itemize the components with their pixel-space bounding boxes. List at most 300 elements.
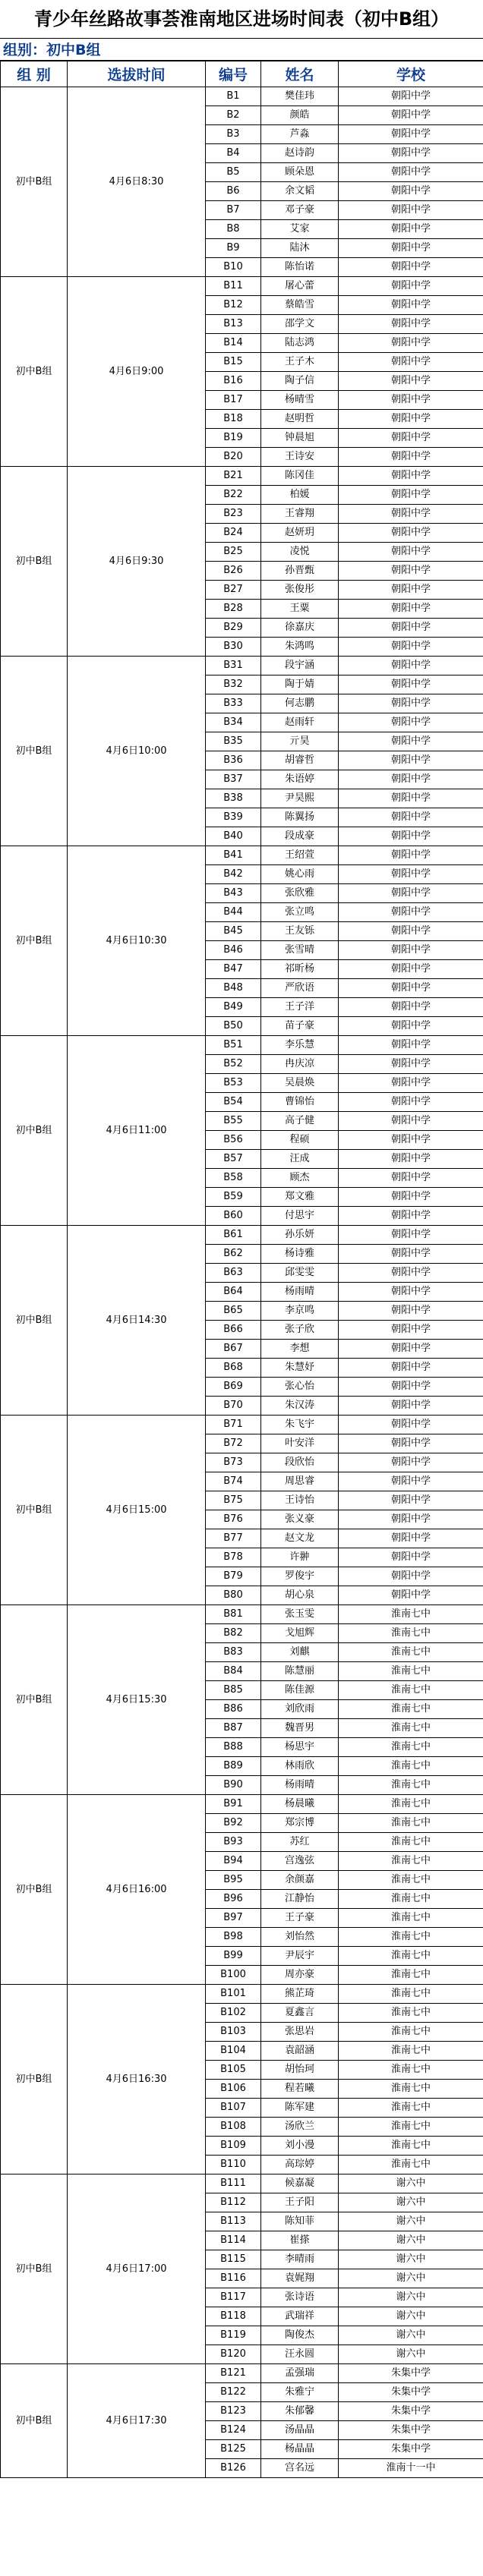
- number-cell: B20: [206, 448, 261, 467]
- name-cell: 王子木: [261, 353, 339, 372]
- name-cell: 汪成: [261, 1150, 339, 1169]
- number-cell: B89: [206, 1757, 261, 1776]
- name-cell: 宫逸弦: [261, 1852, 339, 1871]
- number-cell: B23: [206, 505, 261, 524]
- school-cell: 朝阳中学: [339, 1529, 483, 1548]
- school-cell: 朝阳中学: [339, 315, 483, 334]
- school-cell: 朝阳中学: [339, 1226, 483, 1245]
- school-cell: 谢六中: [339, 2307, 483, 2326]
- name-cell: 汤晶晶: [261, 2421, 339, 2440]
- time-cell: 4月6日16:00: [68, 1795, 206, 1985]
- number-cell: B80: [206, 1586, 261, 1605]
- school-cell: 淮南七中: [339, 1985, 483, 2004]
- number-cell: B90: [206, 1776, 261, 1795]
- name-cell: 邵学文: [261, 315, 339, 334]
- school-cell: 朝阳中学: [339, 1491, 483, 1510]
- table-row: [1, 1795, 483, 1814]
- number-cell: B15: [206, 353, 261, 372]
- school-cell: 朱集中学: [339, 2440, 483, 2459]
- school-cell: 谢六中: [339, 2288, 483, 2307]
- number-cell: B14: [206, 334, 261, 353]
- school-cell: 朝阳中学: [339, 239, 483, 258]
- name-cell: 邓子豪: [261, 201, 339, 220]
- name-cell: 段宇涵: [261, 657, 339, 675]
- school-cell: 淮南七中: [339, 1624, 483, 1643]
- school-cell: 朝阳中学: [339, 941, 483, 960]
- number-cell: B42: [206, 865, 261, 884]
- school-cell: 朝阳中学: [339, 619, 483, 638]
- number-cell: B47: [206, 960, 261, 979]
- name-cell: 王诗怡: [261, 1491, 339, 1510]
- header-school: 学校: [339, 61, 483, 87]
- number-cell: B1: [206, 87, 261, 106]
- school-cell: 朝阳中学: [339, 277, 483, 296]
- name-cell: 刘小漫: [261, 2137, 339, 2156]
- number-cell: B46: [206, 941, 261, 960]
- name-cell: 许翀: [261, 1548, 339, 1567]
- name-cell: 林雨欣: [261, 1757, 339, 1776]
- number-cell: B97: [206, 1909, 261, 1928]
- school-cell: 淮南十一中: [339, 2459, 483, 2478]
- number-cell: B94: [206, 1852, 261, 1871]
- school-cell: 朝阳中学: [339, 1017, 483, 1036]
- name-cell: 朱郁馨: [261, 2402, 339, 2421]
- school-cell: 朝阳中学: [339, 998, 483, 1017]
- number-cell: B106: [206, 2080, 261, 2099]
- name-cell: 汪永圆: [261, 2345, 339, 2364]
- name-cell: 邱雯雯: [261, 1264, 339, 1283]
- header-number: 编号: [206, 61, 261, 87]
- school-cell: 朝阳中学: [339, 467, 483, 486]
- name-cell: 王子豪: [261, 1909, 339, 1928]
- school-cell: 朝阳中学: [339, 808, 483, 827]
- name-cell: 赵诗韵: [261, 144, 339, 163]
- school-cell: 淮南七中: [339, 2099, 483, 2118]
- school-cell: 朝阳中学: [339, 1036, 483, 1055]
- table-row: [1, 277, 483, 296]
- name-cell: 高琮婷: [261, 2156, 339, 2174]
- time-cell: 4月6日11:00: [68, 1036, 206, 1226]
- school-cell: 淮南七中: [339, 1719, 483, 1738]
- name-cell: 王睿翔: [261, 505, 339, 524]
- name-cell: 姚心雨: [261, 865, 339, 884]
- number-cell: B9: [206, 239, 261, 258]
- name-cell: 张俊彤: [261, 581, 339, 600]
- name-cell: 郑文雅: [261, 1188, 339, 1207]
- name-cell: 刘欣雨: [261, 1700, 339, 1719]
- school-cell: 朝阳中学: [339, 675, 483, 694]
- number-cell: B60: [206, 1207, 261, 1226]
- name-cell: 樊佳玮: [261, 87, 339, 106]
- name-cell: 赵明哲: [261, 410, 339, 429]
- number-cell: B12: [206, 296, 261, 315]
- name-cell: 余文韬: [261, 182, 339, 201]
- table-row: [1, 846, 483, 865]
- name-cell: 赵雨轩: [261, 713, 339, 732]
- number-cell: B8: [206, 220, 261, 239]
- number-cell: B63: [206, 1264, 261, 1283]
- school-cell: 朝阳中学: [339, 1434, 483, 1453]
- school-cell: 淮南七中: [339, 1966, 483, 1985]
- school-cell: 朝阳中学: [339, 1055, 483, 1074]
- name-cell: 罗俊宇: [261, 1567, 339, 1586]
- number-cell: B30: [206, 638, 261, 657]
- header-name: 姓名: [261, 61, 339, 87]
- name-cell: 周亦豪: [261, 1966, 339, 1985]
- school-cell: 朝阳中学: [339, 1245, 483, 1264]
- number-cell: B11: [206, 277, 261, 296]
- name-cell: 张义豪: [261, 1510, 339, 1529]
- page-title: 青少年丝路故事荟淮南地区进场时间表（初中B组）: [33, 8, 450, 30]
- time-cell: 4月6日15:30: [68, 1605, 206, 1795]
- name-cell: 顾朵恩: [261, 163, 339, 182]
- time-cell: 4月6日17:00: [68, 2174, 206, 2364]
- name-cell: 叶安洋: [261, 1434, 339, 1453]
- school-cell: 朱集中学: [339, 2364, 483, 2383]
- number-cell: B6: [206, 182, 261, 201]
- name-cell: 朱汉涛: [261, 1397, 339, 1416]
- school-cell: 谢六中: [339, 2193, 483, 2212]
- name-cell: 杨晨曦: [261, 1795, 339, 1814]
- name-cell: 苏红: [261, 1833, 339, 1852]
- number-cell: B33: [206, 694, 261, 713]
- school-cell: 朝阳中学: [339, 1397, 483, 1416]
- school-cell: 朝阳中学: [339, 979, 483, 998]
- number-cell: B118: [206, 2307, 261, 2326]
- school-cell: 朝阳中学: [339, 1416, 483, 1434]
- school-cell: 朝阳中学: [339, 1321, 483, 1340]
- name-cell: 杨晶晶: [261, 2440, 339, 2459]
- number-cell: B75: [206, 1491, 261, 1510]
- school-cell: 淮南七中: [339, 1947, 483, 1966]
- name-cell: 段欣怡: [261, 1453, 339, 1472]
- group-cell: 初中B组: [1, 1605, 68, 1795]
- school-cell: 淮南七中: [339, 2023, 483, 2042]
- name-cell: 杨雨晴: [261, 1776, 339, 1795]
- school-cell: 淮南七中: [339, 1662, 483, 1681]
- name-cell: 尹辰宇: [261, 1947, 339, 1966]
- school-cell: 朝阳中学: [339, 600, 483, 619]
- number-cell: B37: [206, 770, 261, 789]
- number-cell: B117: [206, 2288, 261, 2307]
- school-cell: 谢六中: [339, 2250, 483, 2269]
- school-cell: 朝阳中学: [339, 1453, 483, 1472]
- school-cell: 朱集中学: [339, 2421, 483, 2440]
- school-cell: 朝阳中学: [339, 1169, 483, 1188]
- school-cell: 朝阳中学: [339, 220, 483, 239]
- school-cell: 朝阳中学: [339, 1340, 483, 1359]
- name-cell: 胡睿哲: [261, 751, 339, 770]
- name-cell: 苗子豪: [261, 1017, 339, 1036]
- school-cell: 淮南七中: [339, 1833, 483, 1852]
- school-cell: 朝阳中学: [339, 732, 483, 751]
- school-cell: 淮南七中: [339, 1757, 483, 1776]
- name-cell: 熊芷琦: [261, 1985, 339, 2004]
- school-cell: 淮南七中: [339, 2042, 483, 2061]
- number-cell: B116: [206, 2269, 261, 2288]
- time-cell: 4月6日8:30: [68, 87, 206, 277]
- time-cell: 4月6日9:00: [68, 277, 206, 467]
- school-cell: 朝阳中学: [339, 1188, 483, 1207]
- number-cell: B123: [206, 2402, 261, 2421]
- name-cell: 陈翼扬: [261, 808, 339, 827]
- name-cell: 曹锦怡: [261, 1093, 339, 1112]
- name-cell: 刘麒: [261, 1643, 339, 1662]
- number-cell: B113: [206, 2212, 261, 2231]
- table-row: [1, 467, 483, 486]
- school-cell: 朝阳中学: [339, 391, 483, 410]
- school-cell: 朝阳中学: [339, 581, 483, 600]
- name-cell: 程硕: [261, 1131, 339, 1150]
- group-label: 组别：初中B组: [0, 38, 483, 61]
- name-cell: 陈怡诺: [261, 258, 339, 277]
- group-cell: 初中B组: [1, 657, 68, 846]
- school-cell: 朝阳中学: [339, 448, 483, 467]
- school-cell: 朝阳中学: [339, 1378, 483, 1397]
- name-cell: 吴晨焕: [261, 1074, 339, 1093]
- name-cell: 芦淼: [261, 125, 339, 144]
- school-cell: 朝阳中学: [339, 1207, 483, 1226]
- time-cell: 4月6日17:30: [68, 2364, 206, 2478]
- name-cell: 杨思宇: [261, 1738, 339, 1757]
- school-cell: 朝阳中学: [339, 1586, 483, 1605]
- name-cell: 陶于婧: [261, 675, 339, 694]
- group-cell: 初中B组: [1, 2364, 68, 2478]
- name-cell: 王绍萱: [261, 846, 339, 865]
- header-group: 组 别: [1, 61, 68, 87]
- school-cell: 朝阳中学: [339, 1510, 483, 1529]
- name-cell: 柏媛: [261, 486, 339, 505]
- number-cell: B125: [206, 2440, 261, 2459]
- school-cell: 淮南七中: [339, 1890, 483, 1909]
- number-cell: B57: [206, 1150, 261, 1169]
- name-cell: 付思宇: [261, 1207, 339, 1226]
- school-cell: 淮南七中: [339, 1814, 483, 1833]
- number-cell: B7: [206, 201, 261, 220]
- name-cell: 杨诗雅: [261, 1245, 339, 1264]
- number-cell: B98: [206, 1928, 261, 1947]
- number-cell: B100: [206, 1966, 261, 1985]
- school-cell: 朝阳中学: [339, 1359, 483, 1378]
- school-cell: 朝阳中学: [339, 789, 483, 808]
- number-cell: B122: [206, 2383, 261, 2402]
- number-cell: B68: [206, 1359, 261, 1378]
- school-cell: 朝阳中学: [339, 410, 483, 429]
- number-cell: B31: [206, 657, 261, 675]
- number-cell: B88: [206, 1738, 261, 1757]
- school-cell: 淮南七中: [339, 1643, 483, 1662]
- number-cell: B95: [206, 1871, 261, 1890]
- number-cell: B52: [206, 1055, 261, 1074]
- name-cell: 朱飞宇: [261, 1416, 339, 1434]
- number-cell: B111: [206, 2174, 261, 2193]
- time-cell: 4月6日9:30: [68, 467, 206, 657]
- number-cell: B36: [206, 751, 261, 770]
- school-cell: 淮南七中: [339, 1852, 483, 1871]
- name-cell: 余颜嘉: [261, 1871, 339, 1890]
- number-cell: B26: [206, 562, 261, 581]
- number-cell: B51: [206, 1036, 261, 1055]
- number-cell: B72: [206, 1434, 261, 1453]
- number-cell: B85: [206, 1681, 261, 1700]
- number-cell: B16: [206, 372, 261, 391]
- school-cell: 朝阳中学: [339, 334, 483, 353]
- school-cell: 淮南七中: [339, 2061, 483, 2080]
- number-cell: B18: [206, 410, 261, 429]
- school-cell: 朝阳中学: [339, 960, 483, 979]
- name-cell: 段成豪: [261, 827, 339, 846]
- name-cell: 张雪晴: [261, 941, 339, 960]
- header-row: [1, 61, 483, 87]
- name-cell: 钟晨旭: [261, 429, 339, 448]
- school-cell: 谢六中: [339, 2212, 483, 2231]
- school-cell: 朝阳中学: [339, 884, 483, 903]
- name-cell: 陶俊杰: [261, 2326, 339, 2345]
- name-cell: 候嘉凝: [261, 2174, 339, 2193]
- number-cell: B108: [206, 2118, 261, 2137]
- name-cell: 张思岩: [261, 2023, 339, 2042]
- name-cell: 凌悦: [261, 543, 339, 562]
- school-cell: 淮南七中: [339, 1681, 483, 1700]
- school-cell: 淮南七中: [339, 2118, 483, 2137]
- number-cell: B107: [206, 2099, 261, 2118]
- school-cell: 淮南七中: [339, 1776, 483, 1795]
- name-cell: 崔搽: [261, 2231, 339, 2250]
- school-cell: 朝阳中学: [339, 638, 483, 657]
- number-cell: B121: [206, 2364, 261, 2383]
- name-cell: 张欣雅: [261, 884, 339, 903]
- name-cell: 汤欣兰: [261, 2118, 339, 2137]
- school-cell: 朝阳中学: [339, 903, 483, 922]
- name-cell: 尹昊熙: [261, 789, 339, 808]
- school-cell: 朝阳中学: [339, 1112, 483, 1131]
- number-cell: B110: [206, 2156, 261, 2174]
- number-cell: B24: [206, 524, 261, 543]
- name-cell: 杨雨晴: [261, 1283, 339, 1302]
- name-cell: 陶子信: [261, 372, 339, 391]
- name-cell: 屠心蕾: [261, 277, 339, 296]
- school-cell: 朝阳中学: [339, 201, 483, 220]
- name-cell: 袁娓翔: [261, 2269, 339, 2288]
- group-cell: 初中B组: [1, 2174, 68, 2364]
- name-cell: 何志鹏: [261, 694, 339, 713]
- number-cell: B3: [206, 125, 261, 144]
- group-cell: 初中B组: [1, 1795, 68, 1985]
- school-cell: 朝阳中学: [339, 182, 483, 201]
- school-cell: 谢六中: [339, 2345, 483, 2364]
- name-cell: 袁韶涵: [261, 2042, 339, 2061]
- name-cell: 艾家: [261, 220, 339, 239]
- number-cell: B40: [206, 827, 261, 846]
- number-cell: B93: [206, 1833, 261, 1852]
- name-cell: 陈冈佳: [261, 467, 339, 486]
- number-cell: B101: [206, 1985, 261, 2004]
- name-cell: 杨晴雪: [261, 391, 339, 410]
- school-cell: 谢六中: [339, 2174, 483, 2193]
- name-cell: 张立鸣: [261, 903, 339, 922]
- number-cell: B53: [206, 1074, 261, 1093]
- name-cell: 张子欣: [261, 1321, 339, 1340]
- table-row: [1, 1036, 483, 1055]
- number-cell: B102: [206, 2004, 261, 2023]
- number-cell: B78: [206, 1548, 261, 1567]
- number-cell: B59: [206, 1188, 261, 1207]
- number-cell: B44: [206, 903, 261, 922]
- school-cell: 淮南七中: [339, 1605, 483, 1624]
- name-cell: 王诗安: [261, 448, 339, 467]
- table-row: [1, 1226, 483, 1245]
- number-cell: B34: [206, 713, 261, 732]
- school-cell: 朝阳中学: [339, 1472, 483, 1491]
- number-cell: B115: [206, 2250, 261, 2269]
- school-cell: 朝阳中学: [339, 657, 483, 675]
- number-cell: B27: [206, 581, 261, 600]
- name-cell: 朱慧妤: [261, 1359, 339, 1378]
- school-cell: 朝阳中学: [339, 1264, 483, 1283]
- number-cell: B84: [206, 1662, 261, 1681]
- name-cell: 王子洋: [261, 998, 339, 1017]
- school-cell: 朝阳中学: [339, 1283, 483, 1302]
- number-cell: B17: [206, 391, 261, 410]
- number-cell: B58: [206, 1169, 261, 1188]
- school-cell: 朝阳中学: [339, 486, 483, 505]
- group-cell: 初中B组: [1, 87, 68, 277]
- school-cell: 朝阳中学: [339, 296, 483, 315]
- name-cell: 陈知菲: [261, 2212, 339, 2231]
- number-cell: B50: [206, 1017, 261, 1036]
- table-row: [1, 1605, 483, 1624]
- number-cell: B91: [206, 1795, 261, 1814]
- name-cell: 陆志鸿: [261, 334, 339, 353]
- number-cell: B112: [206, 2193, 261, 2212]
- number-cell: B67: [206, 1340, 261, 1359]
- school-cell: 朝阳中学: [339, 125, 483, 144]
- school-cell: 朝阳中学: [339, 751, 483, 770]
- school-cell: 朝阳中学: [339, 144, 483, 163]
- number-cell: B35: [206, 732, 261, 751]
- name-cell: 江静怡: [261, 1890, 339, 1909]
- number-cell: B119: [206, 2326, 261, 2345]
- name-cell: 张心怡: [261, 1378, 339, 1397]
- name-cell: 朱雅宁: [261, 2383, 339, 2402]
- table-row: [1, 1416, 483, 1434]
- name-cell: 孙乐妍: [261, 1226, 339, 1245]
- school-cell: 朝阳中学: [339, 106, 483, 125]
- number-cell: B22: [206, 486, 261, 505]
- number-cell: B43: [206, 884, 261, 903]
- schedule-body: [1, 87, 483, 2478]
- number-cell: B49: [206, 998, 261, 1017]
- header-time: 选拔时间: [68, 61, 206, 87]
- name-cell: 高子健: [261, 1112, 339, 1131]
- name-cell: 蔡皓雪: [261, 296, 339, 315]
- name-cell: 王子阳: [261, 2193, 339, 2212]
- group-cell: 初中B组: [1, 846, 68, 1036]
- school-cell: 朝阳中学: [339, 694, 483, 713]
- name-cell: 戈旭辉: [261, 1624, 339, 1643]
- name-cell: 宫名远: [261, 2459, 339, 2478]
- name-cell: 李晴雨: [261, 2250, 339, 2269]
- school-cell: 朝阳中学: [339, 163, 483, 182]
- school-cell: 朝阳中学: [339, 524, 483, 543]
- school-cell: 朱集中学: [339, 2402, 483, 2421]
- number-cell: B77: [206, 1529, 261, 1548]
- school-cell: 朝阳中学: [339, 865, 483, 884]
- number-cell: B13: [206, 315, 261, 334]
- number-cell: B56: [206, 1131, 261, 1150]
- number-cell: B76: [206, 1510, 261, 1529]
- number-cell: B10: [206, 258, 261, 277]
